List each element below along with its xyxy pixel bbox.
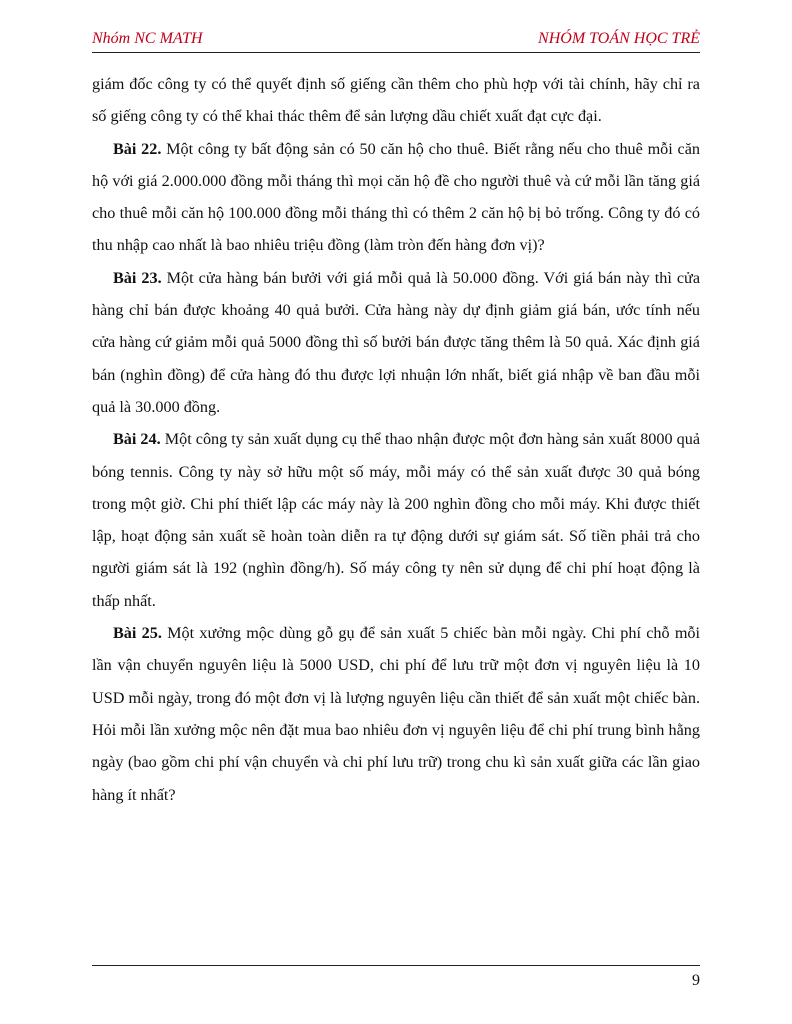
header-group-name: Nhóm NC MATH (92, 30, 203, 47)
problem-22 (92, 133, 700, 262)
page-header (92, 28, 700, 53)
problem-text: Một công ty sản xuất dụng cụ thể thao nhận được một đơn hàng sản xuất 8000 quả bóng tennis. Công ty này sở hữu một số máy, mỗi máy có thể sản xuất được 30 quả bóng trong một giờ. Chi phí thiết lập các máy này là 200 nghìn đồng cho mỗi máy. Khi được thiết lập, hoạt động sản xuất sẽ hoàn toàn diễn ra tự động dưới sự giám sát. Số tiền phải trả cho người giám sát là 192 (nghìn đồng/h). Số máy công ty nên sử dụng để chi phí hoạt động là thấp nhất. (92, 430, 701, 610)
problem-24 (92, 423, 700, 617)
problem-label: Bài 24. (113, 430, 161, 449)
problem-label: Bài 25. (113, 624, 162, 643)
problem-label: Bài 23. (113, 268, 162, 287)
continuation-paragraph: giám đốc công ty có thể quyết định số giếng cần thêm cho phù hợp với tài chính, hãy chỉ ra số giếng công ty có thể khai thác thêm để sản lượng dầu chiết xuất đạt cực đại. (92, 75, 700, 126)
problem-label: Bài 22. (113, 139, 162, 158)
problem-text: Một cửa hàng bán bưởi với giá mỗi quả là 50.000 đồng. Với giá bán này thì cửa hàng chỉ bán được khoảng 40 quả bưởi. Cửa hàng này dự định giảm giá bán, ước tính nếu cửa hàng cứ giảm mỗi quả 5000 đồng thì số bưởi bán được tăng thêm là 50 quả. Xác định giá bán (nghìn đồng) để cửa hàng đó thu được lợi nhuận lớn nhất, biết giá nhập về ban đầu mỗi quả là 30.000 đồng. (92, 268, 701, 416)
problem-text: Một công ty bất động sản có 50 căn hộ cho thuê. Biết rằng nếu cho thuê mỗi căn hộ với giá 2.000.000 đồng mỗi tháng thì mọi căn hộ đề cho người thuê và cứ mỗi lần tăng giá cho thuê mỗi căn hộ 100.000 đồng mỗi tháng thì có thêm 2 căn hộ bị bỏ trống. Công ty đó có thu nhập cao nhất là bao nhiêu triệu đồng (làm tròn đến hàng đơn vị)? (92, 139, 701, 255)
problem-23 (92, 262, 700, 423)
problem-25 (92, 617, 700, 811)
document-body (92, 68, 700, 811)
problem-text: Một xưởng mộc dùng gỗ gụ để sản xuất 5 chiếc bàn mỗi ngày. Chi phí chỗ mỗi lần vận chuyển nguyên liệu là 5000 USD, chi phí để lưu trữ một đơn vị nguyên liệu là 10 USD mỗi ngày, trong đó một đơn vị là lượng nguyên liệu cần thiết để sản xuất một chiếc bàn. Hỏi mỗi lần xưởng mộc nên đặt mua bao nhiêu đơn vị nguyên liệu để chi phí trung bình hằng ngày (bao gồm chi phí vận chuyển và chi phí lưu trữ) trong chu kì sản xuất giữa các lần giao hàng ít nhất? (92, 624, 701, 804)
page-number: 9 (692, 972, 700, 989)
header-title: NHÓM TOÁN HỌC TRẺ (538, 30, 700, 47)
footer-divider (92, 965, 700, 966)
